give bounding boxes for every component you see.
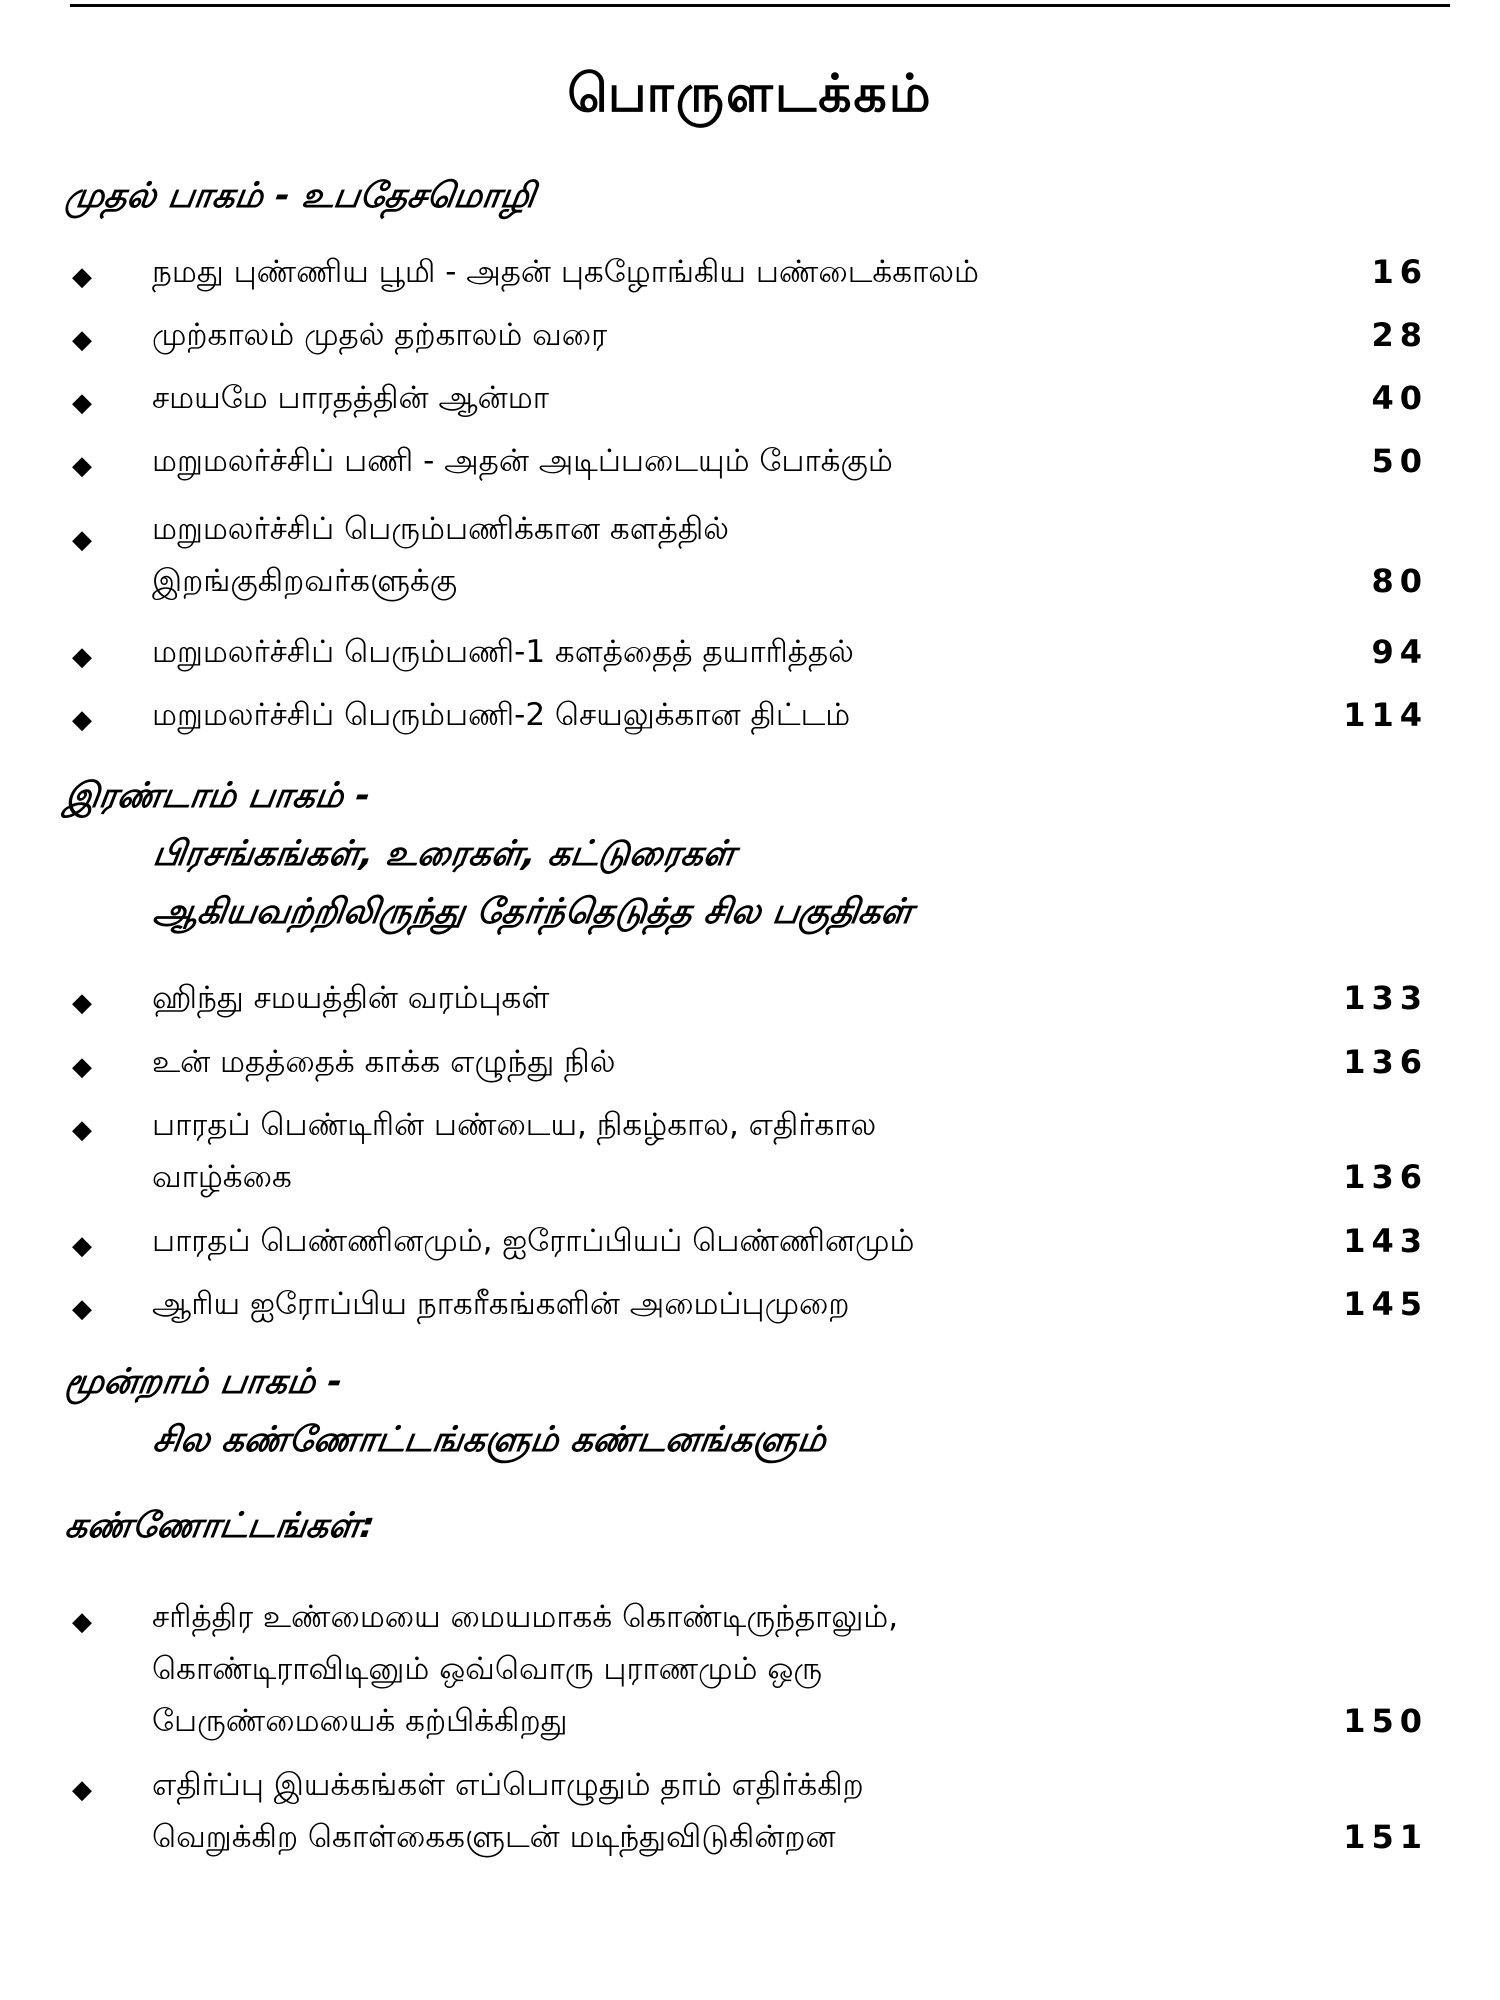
page-number: 136 xyxy=(1343,1043,1428,1081)
section-label: கண்ணோட்டங்கள்: xyxy=(62,1506,378,1546)
bullet-icon: ◆ xyxy=(72,1052,92,1082)
page-number: 114 xyxy=(1343,696,1428,734)
bullet-icon: ◆ xyxy=(72,451,92,481)
page-number: 136 xyxy=(1343,1158,1428,1196)
page-number: 94 xyxy=(1371,633,1428,671)
bullet-icon: ◆ xyxy=(72,1294,92,1324)
bullet-icon: ◆ xyxy=(72,325,92,355)
bullet-icon: ◆ xyxy=(72,525,92,555)
entry-line: நமது புண்ணிய பூமி - அதன் புகழோங்கிய பண்டைக்காலம் xyxy=(152,254,979,290)
entry-line: சமயமே பாரதத்தின் ஆன்மா xyxy=(152,380,549,416)
page-number: 133 xyxy=(1343,979,1428,1017)
bullet-icon: ◆ xyxy=(72,388,92,418)
page-number: 40 xyxy=(1371,379,1428,417)
entry-line: ஹிந்து சமயத்தின் வரம்புகள் xyxy=(152,980,550,1016)
entry-line: ஆரிய ஐரோப்பிய நாகரீகங்களின் அமைப்புமுறை xyxy=(152,1286,850,1322)
entry-title xyxy=(152,626,1212,678)
entry-title xyxy=(152,1759,1212,1863)
entry-title xyxy=(152,972,1212,1024)
entry-line: முற்காலம் முதல் தற்காலம் வரை xyxy=(152,317,608,353)
entry-title xyxy=(152,1215,1212,1267)
entry-title xyxy=(152,1036,1212,1088)
bullet-icon: ◆ xyxy=(72,1115,92,1145)
top-rule xyxy=(70,4,1450,7)
page-number: 151 xyxy=(1343,1818,1428,1856)
bullet-icon: ◆ xyxy=(72,1775,92,1805)
bullet-icon: ◆ xyxy=(72,988,92,1018)
page-number: 143 xyxy=(1343,1222,1428,1260)
entry-line: வெறுக்கிற கொள்கைகளுடன் மடிந்துவிடுகின்றன xyxy=(152,1819,836,1855)
entry-title xyxy=(152,689,1212,741)
page-number: 80 xyxy=(1371,562,1428,600)
part1-heading: முதல் பாகம் - உபதேசமொழி xyxy=(62,176,538,216)
entry-title xyxy=(152,1278,1212,1330)
bullet-icon: ◆ xyxy=(72,1607,92,1637)
entry-title xyxy=(152,503,1212,607)
entry-line: மறுமலர்ச்சிப் பெரும்பணி-2 செயலுக்கான திட்டம் xyxy=(152,697,851,733)
entry-title xyxy=(152,435,1212,487)
entry-line: மறுமலர்ச்சிப் பெரும்பணிக்கான களத்தில் xyxy=(152,511,730,547)
entry-line: உன் மதத்தைக் காக்க எழுந்து நில் xyxy=(152,1044,616,1080)
page-number: 16 xyxy=(1371,253,1428,291)
page-number: 145 xyxy=(1343,1285,1428,1323)
entry-title xyxy=(152,1099,1212,1203)
part3-heading: மூன்றாம் பாகம் - xyxy=(62,1362,345,1402)
entry-line: வாழ்க்கை xyxy=(152,1159,292,1195)
page-number: 28 xyxy=(1371,316,1428,354)
entry-title xyxy=(152,309,1212,361)
bullet-icon: ◆ xyxy=(72,705,92,735)
bullet-icon: ◆ xyxy=(72,262,92,292)
entry-line: பேருண்மையைக் கற்பிக்கிறது xyxy=(152,1703,568,1739)
entry-title xyxy=(152,246,1212,298)
entry-line: மறுமலர்ச்சிப் பணி - அதன் அடிப்படையும் போக்கும் xyxy=(152,443,893,479)
part2-subheading: பிரசங்கங்கள், உரைகள், கட்டுரைகள் xyxy=(150,834,738,874)
bullet-icon: ◆ xyxy=(72,642,92,672)
page-number: 150 xyxy=(1343,1702,1428,1740)
entry-title xyxy=(152,372,1212,424)
part3-subheading: சில கண்ணோட்டங்களும் கண்டனங்களும் xyxy=(150,1420,829,1460)
page-number: 50 xyxy=(1371,442,1428,480)
entry-line: இறங்குகிறவர்களுக்கு xyxy=(152,563,458,599)
entry-line: பாரதப் பெண்டிரின் பண்டைய, நிகழ்கால, எதிர்கால xyxy=(152,1107,877,1143)
entry-line: எதிர்ப்பு இயக்கங்கள் எப்பொழுதும் தாம் எதிர்க்கிற xyxy=(152,1767,864,1803)
entry-title xyxy=(152,1591,1212,1747)
entry-line: பாரதப் பெண்ணினமும், ஐரோப்பியப் பெண்ணினமும் xyxy=(152,1223,915,1259)
part2-heading: இரண்டாம் பாகம் - xyxy=(62,776,373,816)
entry-line: கொண்டிராவிடினும் ஒவ்வொரு புராணமும் ஒரு xyxy=(152,1651,823,1687)
entry-line: மறுமலர்ச்சிப் பெரும்பணி-1 களத்தைத் தயாரித்தல் xyxy=(152,634,854,670)
bullet-icon: ◆ xyxy=(72,1231,92,1261)
part2-subheading: ஆகியவற்றிலிருந்து தேர்ந்தெடுத்த சில பகுதிகள் xyxy=(150,892,916,932)
entry-line: சரித்திர உண்மையை மையமாகக் கொண்டிருந்தாலும், xyxy=(152,1599,899,1635)
page-title: பொருளடக்கம் xyxy=(567,64,933,124)
